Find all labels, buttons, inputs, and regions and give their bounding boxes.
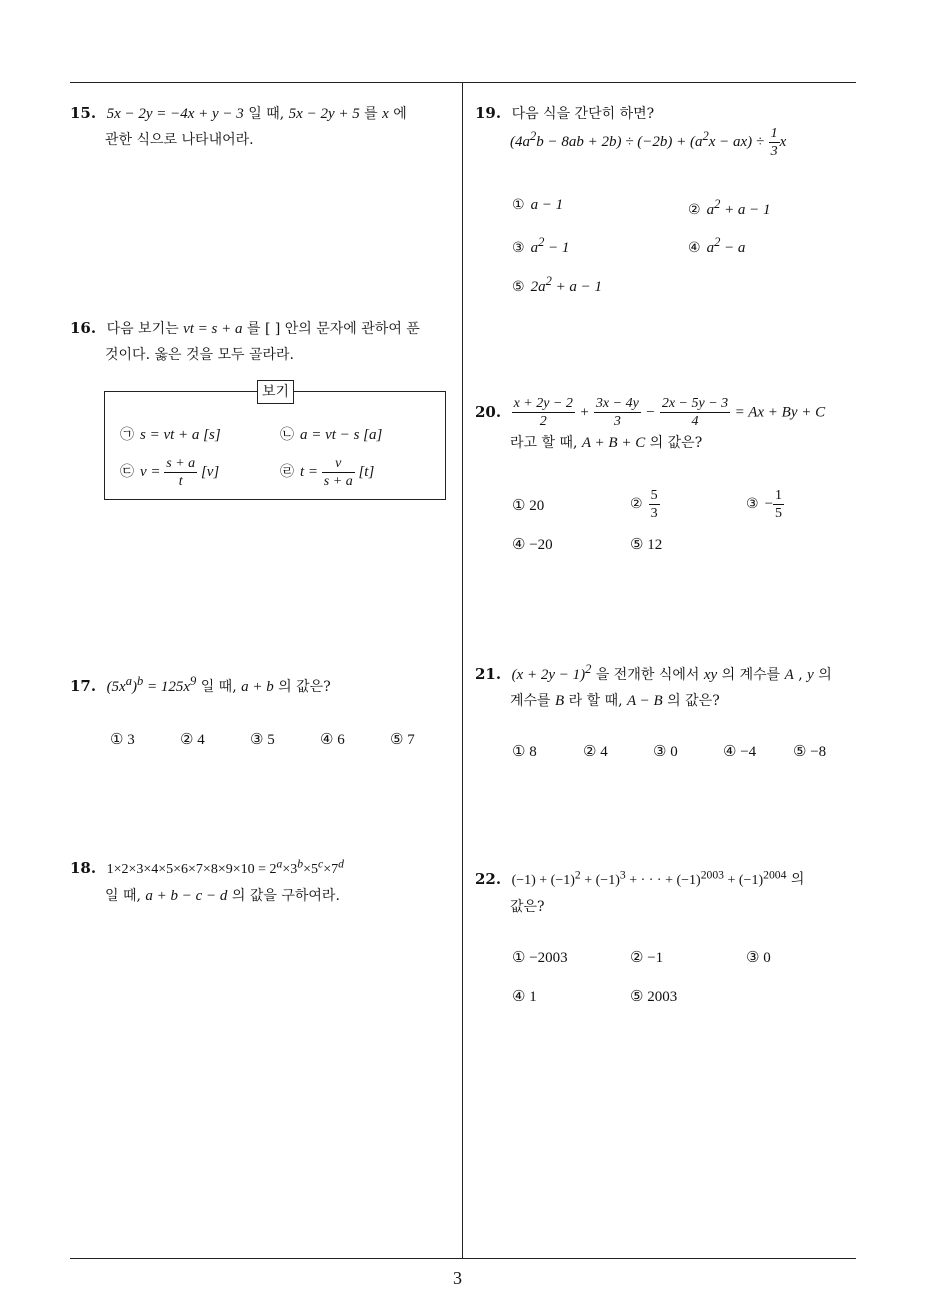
equation: $(5x^a)^b = 125x^9$ bbox=[106, 674, 197, 695]
fraction bbox=[164, 455, 197, 490]
expression: a + b − c − d bbox=[145, 887, 228, 904]
text: 의 값은? bbox=[273, 679, 331, 695]
page-number: 3 bbox=[453, 1268, 462, 1288]
item-mark: ㉠ bbox=[120, 427, 134, 443]
rhs: = Ax + By + C bbox=[734, 404, 826, 421]
question-number: 16. bbox=[70, 319, 97, 337]
option-5[interactable]: ⑤ 12 bbox=[630, 537, 663, 553]
question-18 bbox=[70, 851, 462, 909]
text: 일 때, bbox=[105, 887, 146, 904]
question-text: 값은? bbox=[510, 898, 545, 915]
bottom-rule bbox=[70, 1258, 856, 1259]
expression: A − B bbox=[627, 693, 663, 709]
variable: y bbox=[807, 667, 814, 683]
question-number: 20. bbox=[475, 402, 502, 421]
option-5[interactable]: ⑤ 2003 bbox=[630, 989, 678, 1005]
text: 일 때, bbox=[243, 106, 289, 122]
option-3[interactable]: ③ 5 bbox=[250, 732, 275, 748]
numerator: v bbox=[322, 455, 355, 473]
operator: − bbox=[645, 404, 656, 421]
question-number: 17. bbox=[70, 677, 97, 695]
text: 를 bbox=[359, 106, 383, 122]
option-4[interactable]: ④ $a^2 - a$ bbox=[688, 235, 746, 256]
option-3[interactable]: ③ − $\frac{1}{5}$ bbox=[746, 488, 783, 521]
option-2[interactable]: ② $a^2 + a - 1$ bbox=[688, 197, 771, 218]
top-rule bbox=[70, 82, 856, 83]
example-item-b bbox=[280, 424, 382, 444]
expression: 5x − 2y + 5 bbox=[288, 106, 360, 122]
option-3[interactable]: ③ 0 bbox=[653, 744, 678, 760]
question-number: 19. bbox=[475, 104, 502, 122]
fraction-2: $\frac{3x - 4y}{3}$ bbox=[595, 396, 639, 429]
question-19 bbox=[475, 100, 860, 160]
fraction-3: $\frac{2x - 5y - 3}{4}$ bbox=[661, 396, 729, 429]
option-4[interactable]: ④ 6 bbox=[320, 732, 345, 748]
item-lhs: t = bbox=[300, 463, 319, 480]
option-2[interactable]: ② $\frac{5}{3}$ bbox=[630, 488, 658, 521]
text: 의 계수를 bbox=[717, 667, 785, 683]
option-4[interactable]: ④ −20 bbox=[512, 537, 553, 553]
option-1[interactable]: ① a − 1 bbox=[512, 197, 564, 213]
denominator: t bbox=[178, 474, 183, 489]
expression: $(-1) + (-1)^2 + (-1)^3$ + · · · + $(-1)^{2003} + (-1)^{2004}$ bbox=[511, 868, 787, 888]
text: 의 bbox=[813, 667, 832, 683]
text: 다음 보기는 bbox=[106, 321, 184, 337]
equation: vt = s + a bbox=[183, 321, 243, 337]
option-4[interactable]: ④ 1 bbox=[512, 989, 537, 1005]
text: 의 bbox=[786, 871, 805, 888]
fraction bbox=[769, 125, 780, 160]
option-3[interactable]: ③ $a^2 - 1$ bbox=[512, 235, 570, 256]
option-1[interactable]: ① −2003 bbox=[512, 950, 568, 966]
item-lhs: v = bbox=[140, 463, 161, 480]
example-item-a bbox=[120, 424, 221, 444]
example-item-d bbox=[280, 455, 374, 490]
denominator: s + a bbox=[323, 474, 353, 489]
equation: 5x − 2y = −4x + y − 3 bbox=[106, 106, 244, 122]
question-number: 22. bbox=[475, 869, 502, 888]
text: 의 값은? bbox=[662, 693, 720, 709]
option-1[interactable]: ① 8 bbox=[512, 744, 537, 760]
variable: x bbox=[382, 106, 389, 122]
question-20 bbox=[475, 395, 865, 456]
question-text: 다음 식을 간단히 하면? bbox=[511, 106, 655, 122]
question-15 bbox=[70, 100, 460, 153]
option-5[interactable]: ⑤ −8 bbox=[793, 744, 827, 760]
question-17 bbox=[70, 668, 460, 700]
item-target: [t] bbox=[358, 463, 375, 480]
option-3[interactable]: ③ 0 bbox=[746, 950, 771, 966]
variable: A bbox=[784, 667, 794, 683]
option-2[interactable]: ② −1 bbox=[630, 950, 664, 966]
item-equation: s = vt + a [s] bbox=[140, 427, 221, 443]
option-2[interactable]: ② 4 bbox=[583, 744, 608, 760]
item-mark: ㉡ bbox=[280, 427, 294, 443]
text: 을 전개한 식에서 bbox=[591, 667, 704, 683]
column-divider bbox=[462, 82, 463, 1259]
option-5[interactable]: ⑤ 7 bbox=[390, 732, 415, 748]
question-21 bbox=[475, 656, 863, 714]
operator: + bbox=[579, 404, 590, 421]
text: 에 bbox=[388, 106, 407, 122]
text: 라 할 때, bbox=[564, 693, 628, 709]
text: 의 값은? bbox=[645, 435, 703, 451]
question-number: 18. bbox=[70, 858, 97, 877]
variable: xy bbox=[703, 667, 718, 683]
option-1[interactable]: ① 3 bbox=[110, 732, 135, 748]
option-2[interactable]: ② 4 bbox=[180, 732, 205, 748]
example-box-label: 보기 bbox=[257, 380, 294, 404]
question-22 bbox=[475, 862, 865, 920]
text: 의 값을 구하여라. bbox=[227, 887, 340, 904]
fraction bbox=[322, 455, 355, 490]
item-equation: a = vt − s [a] bbox=[300, 427, 383, 443]
question-text: 관한 식으로 나타내어라. bbox=[105, 132, 254, 148]
denominator: 3 bbox=[770, 143, 778, 159]
text: 라고 할 때, bbox=[510, 435, 582, 451]
expression: A + B + C bbox=[581, 435, 646, 451]
option-5[interactable]: ⑤ $2a^2 + a - 1$ bbox=[512, 274, 603, 295]
item-mark: ㉢ bbox=[120, 463, 134, 480]
equation: $1\times 2\times 3\times 4\times 5\times 6\times 7\times 8\times 9\times 10 = 2^a\times 3^b\times 5^c\times 7^d$ bbox=[106, 857, 344, 877]
variable: x bbox=[779, 134, 787, 150]
text: 일 때, bbox=[196, 679, 242, 695]
option-1[interactable]: ① 20 bbox=[512, 498, 545, 514]
question-text: 것이다. 옳은 것을 모두 골라라. bbox=[105, 347, 294, 363]
numerator: 1 bbox=[770, 125, 778, 141]
item-target: [v] bbox=[200, 463, 220, 480]
option-4[interactable]: ④ −4 bbox=[723, 744, 757, 760]
numerator: s + a bbox=[166, 456, 196, 471]
text: 계수를 bbox=[510, 693, 556, 709]
question-16 bbox=[70, 315, 460, 368]
variable: B bbox=[555, 693, 565, 709]
item-mark: ㉣ bbox=[280, 463, 294, 480]
text: , bbox=[793, 667, 808, 683]
text: 를 [ ] 안의 문자에 관하여 푼 bbox=[242, 321, 420, 337]
question-number: 15. bbox=[70, 104, 97, 122]
expression: $(x + 2y - 1)^2$ bbox=[511, 662, 592, 683]
example-item-c bbox=[120, 455, 219, 490]
expression: $(4a^2b - 8ab + 2b) \div (-2b) + (a^2x - ax)$ ÷ bbox=[510, 129, 765, 150]
question-number: 21. bbox=[475, 665, 502, 683]
expression: a + b bbox=[241, 679, 274, 695]
fraction-1: $\frac{x + 2y - 2}{2}$ bbox=[513, 396, 573, 429]
